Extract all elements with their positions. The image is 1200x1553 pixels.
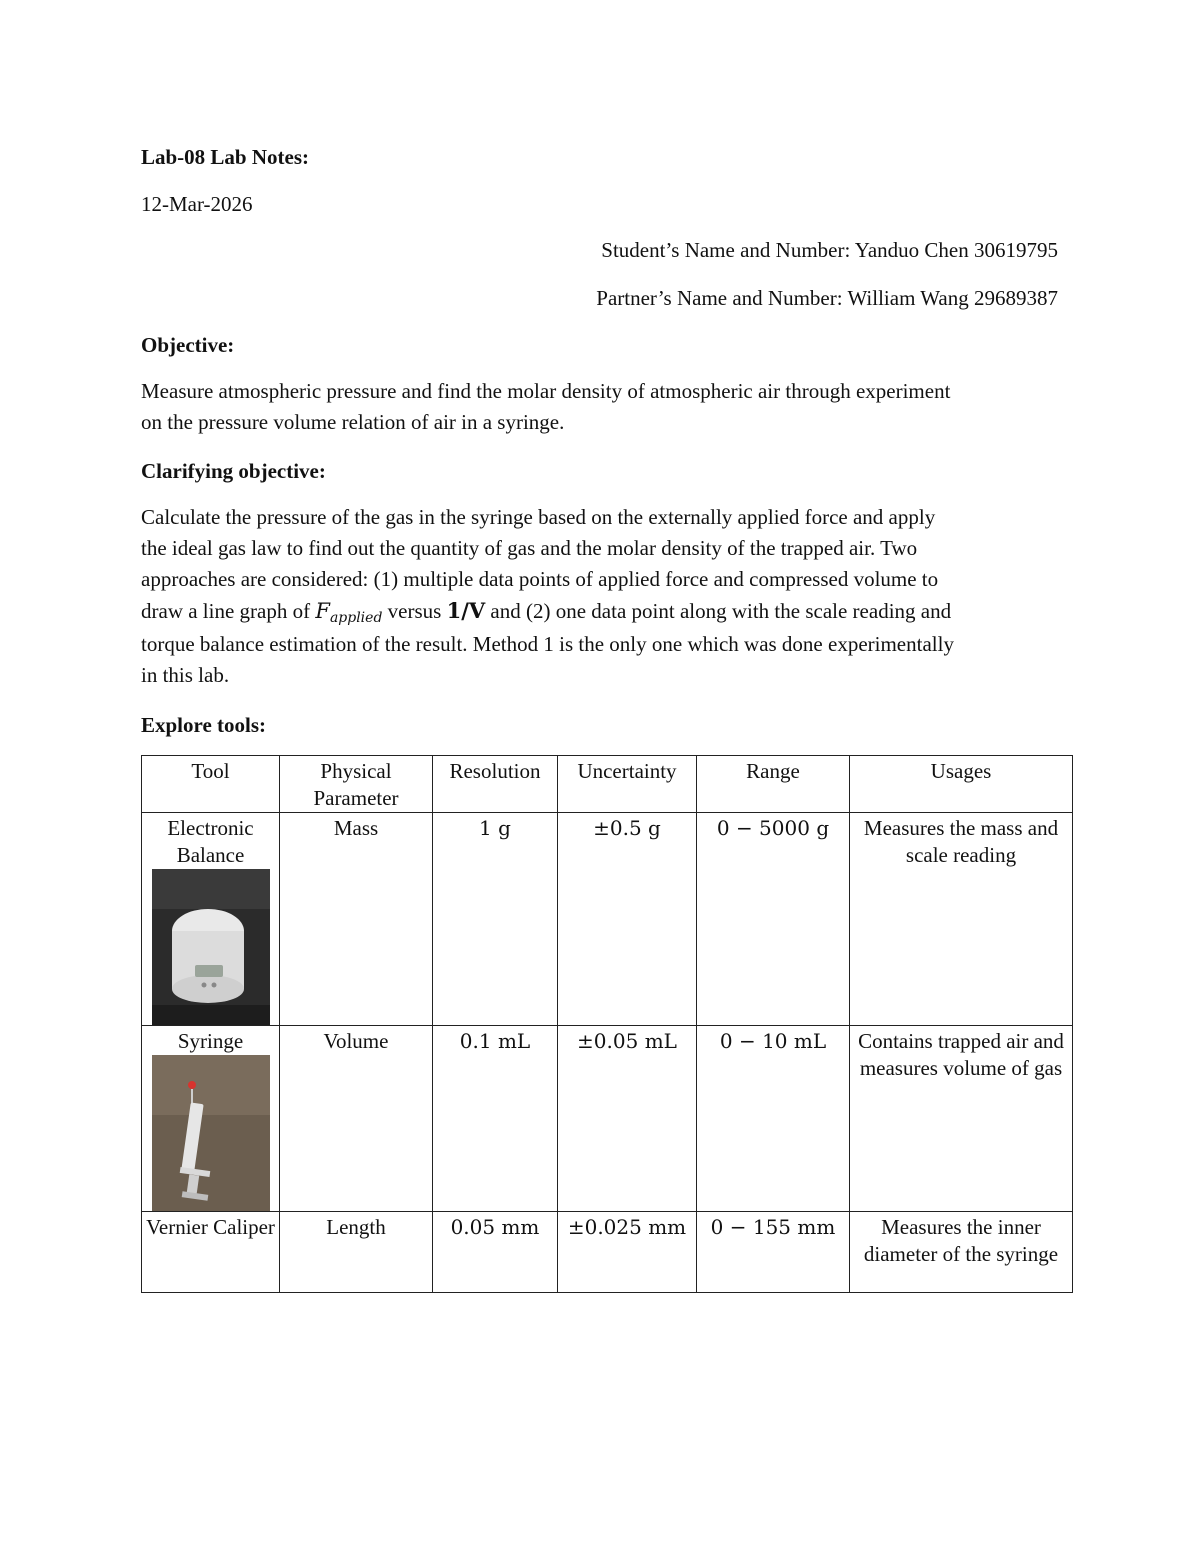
objective-text bbox=[141, 376, 1071, 438]
clarifying-line bbox=[141, 595, 1071, 629]
tool-cell bbox=[142, 1026, 280, 1212]
usage-cell: Contains trapped air and measures volume of gas bbox=[850, 1026, 1073, 1212]
uncertainty-cell: ±0.05 mL bbox=[558, 1026, 697, 1212]
table-row bbox=[142, 1026, 1073, 1212]
uncertainty-cell: ±0.5 g bbox=[558, 813, 697, 1026]
header-tool: Tool bbox=[142, 756, 280, 813]
f-applied-symbol: $F_{applied}$ bbox=[315, 599, 383, 626]
lab-title: Lab-08 Lab Notes: bbox=[141, 145, 310, 169]
parameter-cell: Length bbox=[280, 1212, 433, 1293]
electronic-balance-photo bbox=[152, 869, 270, 1025]
usage-cell: Measures the inner diameter of the syringe bbox=[850, 1212, 1073, 1293]
tool-name: Electronic Balance bbox=[167, 816, 254, 867]
line-text: and (2) one data point along with the scale reading and bbox=[490, 599, 952, 623]
tool-name: Vernier Caliper bbox=[146, 1215, 275, 1239]
tool-cell bbox=[142, 1212, 280, 1293]
resolution-cell: 1 g bbox=[433, 813, 558, 1026]
resolution-cell: 0.05 mm bbox=[433, 1212, 558, 1293]
table-row bbox=[142, 813, 1073, 1026]
parameter-cell: Volume bbox=[280, 1026, 433, 1212]
explore-heading: Explore tools: bbox=[141, 713, 267, 737]
usage-cell: Measures the mass and scale reading bbox=[850, 813, 1073, 1026]
date: 12-Mar-2026 bbox=[141, 192, 253, 216]
clarifying-heading: Clarifying objective: bbox=[141, 459, 326, 483]
clarifying-line: Calculate the pressure of the gas in the syringe based on the externally applied force and apply bbox=[141, 505, 936, 529]
table-row bbox=[142, 1212, 1073, 1293]
range-cell: 0 − 155 mm bbox=[697, 1212, 850, 1293]
tool-cell bbox=[142, 813, 280, 1026]
objective-line: on the pressure volume relation of air in a syringe. bbox=[141, 410, 565, 434]
uncertainty-cell: ±0.025 mm bbox=[558, 1212, 697, 1293]
clarifying-line: the ideal gas law to find out the quantity of gas and the molar density of the trapped air. Two bbox=[141, 536, 918, 560]
header-resolution: Resolution bbox=[433, 756, 558, 813]
header-parameter: Physical Parameter bbox=[280, 756, 433, 813]
objective-line: Measure atmospheric pressure and find the molar density of atmospheric air through experiment bbox=[141, 379, 951, 403]
inverse-volume-symbol: 1/V bbox=[446, 598, 486, 623]
clarifying-line: torque balance estimation of the result. Method 1 is the only one which was done experimentally bbox=[141, 632, 954, 656]
range-cell: 0 − 10 mL bbox=[697, 1026, 850, 1212]
partner-info: Partner’s Name and Number: William Wang 29689387 bbox=[596, 286, 1058, 310]
header-range: Range bbox=[697, 756, 850, 813]
resolution-cell: 0.1 mL bbox=[433, 1026, 558, 1212]
objective-heading: Objective: bbox=[141, 333, 235, 357]
tools-table bbox=[141, 755, 1073, 1293]
header-uncertainty: Uncertainty bbox=[558, 756, 697, 813]
range-cell: 0 − 5000 g bbox=[697, 813, 850, 1026]
student-info: Student’s Name and Number: Yanduo Chen 30619795 bbox=[601, 238, 1058, 262]
syringe-photo bbox=[152, 1055, 270, 1211]
clarifying-text bbox=[141, 502, 1071, 691]
clarifying-line: in this lab. bbox=[141, 663, 230, 687]
header-usages: Usages bbox=[850, 756, 1073, 813]
tool-name: Syringe bbox=[177, 1029, 244, 1053]
parameter-cell: Mass bbox=[280, 813, 433, 1026]
line-text: versus bbox=[387, 599, 442, 623]
line-text: draw a line graph of bbox=[141, 599, 311, 623]
clarifying-line: approaches are considered: (1) multiple data points of applied force and compressed volume to bbox=[141, 567, 939, 591]
table-header-row bbox=[142, 756, 1073, 813]
